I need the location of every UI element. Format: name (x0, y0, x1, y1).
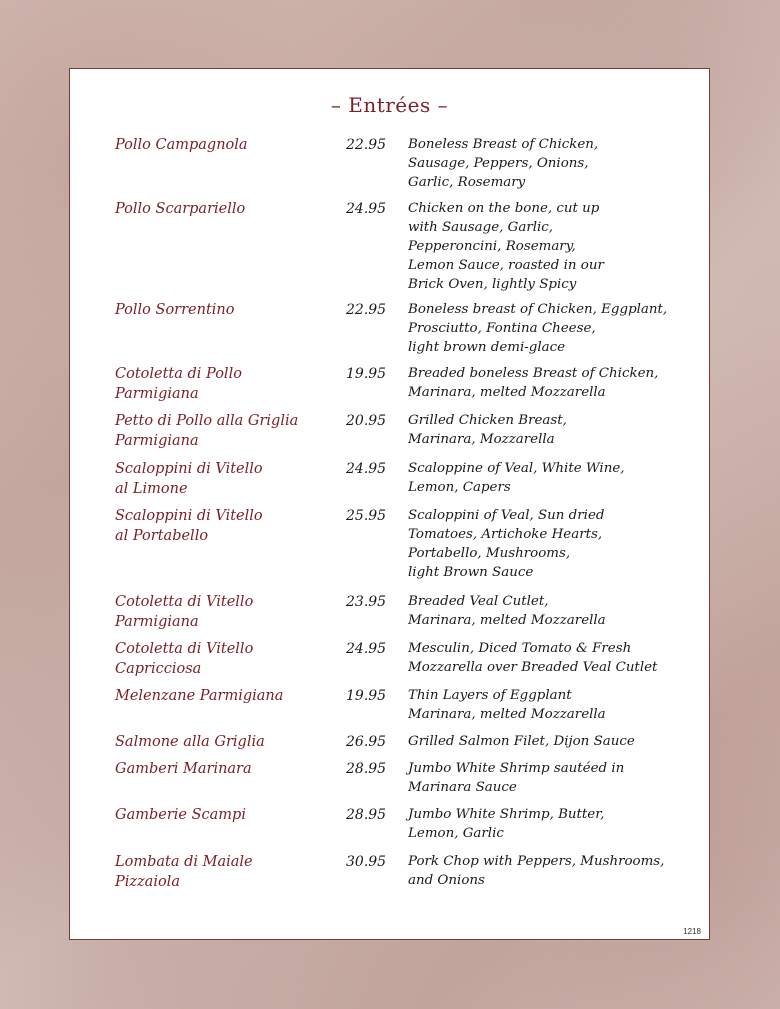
item-price: 19.95 (346, 688, 387, 704)
item-price: 24.95 (346, 461, 387, 477)
item-name: Petto di Pollo alla Griglia Parmigiana (115, 413, 299, 449)
item-name: Lombata di Maiale Pizzaiola (115, 854, 253, 890)
item-name: Cotoletta di Pollo Parmigiana (115, 366, 242, 402)
item-name: Cotoletta di Vitello Capricciosa (115, 641, 254, 677)
section-title: – Entrées – (330, 93, 449, 117)
item-description: Breaded boneless Breast of Chicken, Marinara, melted Mozzarella (408, 366, 659, 400)
item-description: Grilled Chicken Breast, Marinara, Mozzarella (408, 413, 567, 447)
item-price: 28.95 (346, 761, 387, 777)
item-description: Grilled Salmon Filet, Dijon Sauce (408, 734, 635, 749)
item-price: 30.95 (346, 854, 387, 870)
menu-panel (69, 68, 710, 940)
item-description: Boneless breast of Chicken, Eggplant, Prosciutto, Fontina Cheese, light brown demi-glace (408, 302, 668, 355)
item-description: Scaloppini of Veal, Sun dried Tomatoes, Artichoke Hearts, Portabello, Mushrooms, light Brown Sauce (408, 508, 605, 580)
item-name: Salmone alla Griglia (115, 734, 265, 750)
item-price: 24.95 (346, 201, 387, 217)
item-description: Jumbo White Shrimp, Butter, Lemon, Garlic (408, 807, 605, 841)
item-name: Scaloppini di Vitello al Limone (115, 461, 263, 497)
item-description: Thin Layers of Eggplant Marinara, melted Mozzarella (408, 688, 606, 722)
item-price: 25.95 (346, 508, 387, 524)
page-number: 1218 (683, 927, 701, 936)
item-description: Jumbo White Shrimp sautéed in Marinara Sauce (408, 761, 625, 795)
item-name: Melenzane Parmigiana (115, 688, 284, 704)
item-price: 24.95 (346, 641, 387, 657)
item-name: Gamberi Marinara (115, 761, 252, 777)
item-price: 26.95 (346, 734, 387, 750)
item-description: Pork Chop with Peppers, Mushrooms, and Onions (408, 854, 665, 888)
item-description: Mesculin, Diced Tomato & Fresh Mozzarella over Breaded Veal Cutlet (408, 641, 658, 675)
item-description: Scaloppine of Veal, White Wine, Lemon, Capers (408, 461, 625, 495)
item-name: Pollo Scarpariello (115, 201, 246, 217)
item-price: 23.95 (346, 594, 387, 610)
item-price: 22.95 (346, 302, 387, 318)
item-description: Breaded Veal Cutlet, Marinara, melted Mozzarella (408, 594, 606, 628)
item-name: Gamberie Scampi (115, 807, 246, 823)
item-description: Chicken on the bone, cut up with Sausage, Garlic, Pepperoncini, Rosemary, Lemon Sauce, roasted in our Brick Oven, lightly Spicy (408, 201, 604, 292)
item-description: Boneless Breast of Chicken, Sausage, Peppers, Onions, Garlic, Rosemary (408, 137, 599, 190)
item-price: 22.95 (346, 137, 387, 153)
item-name: Scaloppini di Vitello al Portabello (115, 508, 263, 544)
item-name: Pollo Sorrentino (115, 302, 235, 318)
item-name: Cotoletta di Vitello Parmigiana (115, 594, 254, 630)
item-price: 20.95 (346, 413, 387, 429)
item-price: 19.95 (346, 366, 387, 382)
item-price: 28.95 (346, 807, 387, 823)
item-name: Pollo Campagnola (115, 137, 248, 153)
